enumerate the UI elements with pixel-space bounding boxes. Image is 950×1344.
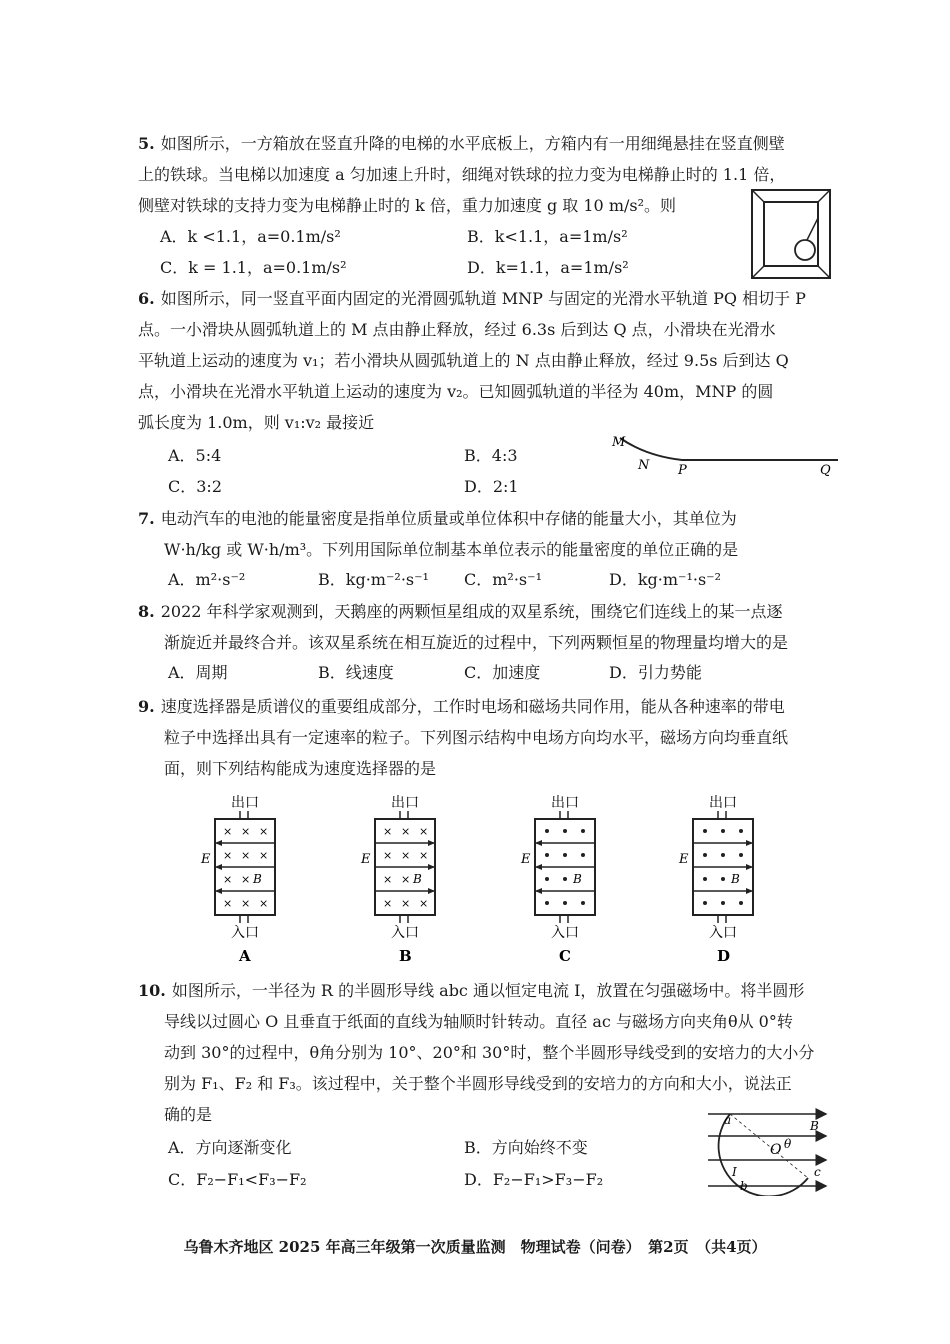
q10-option-c: C．F₂−F₁<F₃−F₂ bbox=[168, 1170, 307, 1189]
question-text-line: 弧长度为 1.0m，则 v₁:v₂ 最接近 bbox=[138, 413, 375, 432]
field-out-of-page-icon bbox=[703, 829, 707, 833]
q8-option-c: C．加速度 bbox=[464, 663, 541, 682]
q7-option-d: D．kg·m⁻¹·s⁻² bbox=[609, 570, 722, 589]
exit-label: 出口 bbox=[231, 795, 259, 811]
center-o-label: O bbox=[770, 1142, 782, 1158]
question-text-line: 2022 年科学家观测到，天鹅座的两颗恒星组成的双星系统，围绕它们连线上的某一点逐 bbox=[160, 602, 783, 621]
question-text-line: W·h/kg 或 W·h/m³。下列用国际单位制基本单位表示的能量密度的单位正确的是 bbox=[164, 540, 739, 559]
point-a-label: a bbox=[724, 1113, 732, 1127]
question-number: 10. bbox=[138, 981, 166, 1000]
angle-theta-label: θ bbox=[784, 1137, 792, 1151]
field-out-of-page-icon bbox=[563, 829, 567, 833]
field-out-of-page-icon bbox=[581, 829, 585, 833]
field-into-page-icon: × bbox=[241, 849, 251, 862]
entrance-label: 入口 bbox=[709, 925, 737, 941]
q9-figure-row bbox=[195, 793, 775, 965]
question-number: 9. bbox=[138, 697, 155, 716]
field-into-page-icon: × bbox=[241, 897, 251, 910]
field-b-label: B bbox=[810, 1119, 819, 1133]
q5-option-a: A．k <1.1，a=0.1m/s² bbox=[160, 227, 341, 246]
field-into-page-icon: × bbox=[419, 849, 429, 862]
field-out-of-page-icon bbox=[581, 901, 585, 905]
question-5 bbox=[138, 128, 838, 221]
question-number: 7. bbox=[138, 509, 155, 528]
field-b-label: B bbox=[731, 872, 740, 886]
question-number: 8. bbox=[138, 602, 155, 621]
field-into-page-icon: × bbox=[419, 825, 429, 838]
field-into-page-icon: × bbox=[401, 897, 411, 910]
field-e-label: E bbox=[201, 852, 211, 867]
field-out-of-page-icon bbox=[721, 829, 725, 833]
velocity-selector-panel-a bbox=[195, 793, 295, 965]
field-into-page-icon: × bbox=[401, 849, 411, 862]
q7-option-a: A．m²·s⁻² bbox=[168, 570, 246, 589]
panel-label: B bbox=[399, 947, 412, 965]
question-10 bbox=[138, 975, 838, 1130]
question-text-line: 如图所示，一方箱放在竖直升降的电梯的水平底板上，方箱内有一用细绳悬挂在竖直侧壁 bbox=[160, 134, 785, 153]
field-out-of-page-icon bbox=[721, 901, 725, 905]
point-q-label: Q bbox=[820, 463, 831, 478]
q6-option-d: D．2:1 bbox=[464, 477, 519, 496]
question-text-line: 面，则下列结构能成为速度选择器的是 bbox=[164, 759, 437, 778]
question-text-line: 导线以过圆心 O 且垂直于纸面的直线为轴顺时针转动。直径 ac 与磁场方向夹角θ从 0°转 bbox=[164, 1012, 793, 1031]
field-out-of-page-icon bbox=[545, 901, 549, 905]
q8-option-d: D．引力势能 bbox=[609, 663, 702, 682]
field-out-of-page-icon bbox=[545, 829, 549, 833]
field-out-of-page-icon bbox=[721, 853, 725, 857]
page-footer: 乌鲁木齐地区 2025 年高三年级第一次质量监测 物理试卷（问卷） 第2页 （共4页） bbox=[183, 1238, 767, 1256]
entrance-label: 入口 bbox=[231, 925, 259, 941]
field-into-page-icon: × bbox=[383, 849, 393, 862]
field-out-of-page-icon bbox=[739, 829, 743, 833]
exit-label: 出口 bbox=[391, 795, 419, 811]
point-c-label: c bbox=[814, 1165, 821, 1179]
question-8 bbox=[138, 596, 838, 658]
velocity-selector-panel-b bbox=[355, 793, 455, 965]
question-7 bbox=[138, 503, 838, 565]
field-out-of-page-icon bbox=[703, 877, 707, 881]
field-e-label: E bbox=[679, 852, 689, 867]
field-into-page-icon: × bbox=[259, 897, 269, 910]
question-text-line: 别为 F₁、F₂ 和 F₃。该过程中，关于整个半圆形导线受到的安培力的方向和大小，说法正 bbox=[164, 1074, 792, 1093]
field-into-page-icon: × bbox=[223, 825, 233, 838]
field-out-of-page-icon bbox=[703, 901, 707, 905]
field-into-page-icon: × bbox=[383, 873, 393, 886]
q6-option-a: A．5:4 bbox=[168, 446, 222, 465]
point-m-label: M bbox=[612, 435, 626, 450]
velocity-selector-panel-c bbox=[515, 793, 615, 965]
field-into-page-icon: × bbox=[383, 825, 393, 838]
q8-option-b: B．线速度 bbox=[318, 663, 394, 682]
field-into-page-icon: × bbox=[223, 897, 233, 910]
field-out-of-page-icon bbox=[739, 853, 743, 857]
q8-option-a: A．周期 bbox=[168, 663, 228, 682]
question-text-line: 确的是 bbox=[164, 1105, 213, 1124]
field-into-page-icon: × bbox=[223, 873, 233, 886]
field-into-page-icon: × bbox=[401, 873, 411, 886]
q7-option-c: C．m²·s⁻¹ bbox=[464, 570, 542, 589]
field-out-of-page-icon bbox=[721, 877, 725, 881]
q5-option-d: D．k=1.1，a=1m/s² bbox=[467, 258, 629, 277]
field-out-of-page-icon bbox=[703, 853, 707, 857]
question-text-line: 如图所示，一半径为 R 的半圆形导线 abc 通以恒定电流 I，放置在匀强磁场中。将半圆形 bbox=[171, 981, 805, 1000]
field-out-of-page-icon bbox=[545, 853, 549, 857]
question-text-line: 速度选择器是质谱仪的重要组成部分，工作时电场和磁场共同作用，能从各种速率的带电 bbox=[160, 697, 785, 716]
point-n-label: N bbox=[638, 458, 650, 473]
field-out-of-page-icon bbox=[581, 853, 585, 857]
field-out-of-page-icon bbox=[563, 901, 567, 905]
field-into-page-icon: × bbox=[383, 897, 393, 910]
question-text-line: 如图所示，同一竖直平面内固定的光滑圆弧轨道 MNP 与固定的光滑水平轨道 PQ 相切于 P bbox=[160, 289, 806, 308]
exit-label: 出口 bbox=[709, 795, 737, 811]
panel-label: C bbox=[559, 947, 571, 965]
question-number: 5. bbox=[138, 134, 155, 153]
field-out-of-page-icon bbox=[739, 901, 743, 905]
field-into-page-icon: × bbox=[259, 825, 269, 838]
field-b-label: B bbox=[253, 872, 262, 886]
q6-option-c: C．3:2 bbox=[168, 477, 222, 496]
panel-label: A bbox=[239, 947, 251, 965]
q10-option-a: A．方向逐渐变化 bbox=[168, 1138, 292, 1157]
entrance-label: 入口 bbox=[391, 925, 419, 941]
field-into-page-icon: × bbox=[419, 897, 429, 910]
question-text-line: 平轨道上运动的速度为 v₁；若小滑块从圆弧轨道上的 N 点由静止释放，经过 9.5s 后到达 Q bbox=[138, 351, 789, 370]
field-into-page-icon: × bbox=[241, 873, 251, 886]
entrance-label: 入口 bbox=[551, 925, 579, 941]
field-into-page-icon: × bbox=[259, 849, 269, 862]
question-number: 6. bbox=[138, 289, 155, 308]
q5-option-b: B．k<1.1，a=1m/s² bbox=[467, 227, 628, 246]
q6-option-b: B．4:3 bbox=[464, 446, 518, 465]
question-text-line: 侧壁对铁球的支持力变为电梯静止时的 k 倍，重力加速度 g 取 10 m/s²。则 bbox=[138, 196, 677, 215]
q10-option-b: B．方向始终不变 bbox=[464, 1138, 588, 1157]
q5-option-c: C．k = 1.1，a=0.1m/s² bbox=[160, 258, 347, 277]
question-text-line: 电动汽车的电池的能量密度是指单位质量或单位体积中存储的能量大小，其单位为 bbox=[160, 509, 737, 528]
exit-label: 出口 bbox=[551, 795, 579, 811]
q10-semicircle-figure bbox=[700, 1108, 832, 1196]
field-b-label: B bbox=[413, 872, 422, 886]
question-text-line: 上的铁球。当电梯以加速度 a 匀加速上升时，细绳对铁球的拉力变为电梯静止时的 1.1 倍， bbox=[138, 165, 786, 184]
field-out-of-page-icon bbox=[545, 877, 549, 881]
q10-option-d: D．F₂−F₁>F₃−F₂ bbox=[464, 1170, 604, 1189]
question-text-line: 点。一小滑块从圆弧轨道上的 M 点由静止释放，经过 6.3s 后到达 Q 点，小滑块在光滑水 bbox=[138, 320, 776, 339]
question-text-line: 渐旋近并最终合并。该双星系统在相互旋近的过程中，下列两颗恒星的物理量均增大的是 bbox=[164, 633, 789, 652]
field-into-page-icon: × bbox=[401, 825, 411, 838]
point-p-label: P bbox=[678, 463, 687, 478]
field-into-page-icon: × bbox=[223, 849, 233, 862]
field-e-label: E bbox=[361, 852, 371, 867]
field-out-of-page-icon bbox=[563, 877, 567, 881]
question-text-line: 点，小滑块在光滑水平轨道上运动的速度为 v₂。已知圆弧轨道的半径为 40m，MNP 的圆 bbox=[138, 382, 774, 401]
q5-box-figure bbox=[750, 188, 832, 280]
question-text-line: 粒子中选择出具有一定速率的粒子。下列图示结构中电场方向均水平，磁场方向均垂直纸 bbox=[164, 728, 789, 747]
field-b-label: B bbox=[573, 872, 582, 886]
question-6 bbox=[138, 283, 838, 438]
q7-option-b: B．kg·m⁻²·s⁻¹ bbox=[318, 570, 429, 589]
panel-label: D bbox=[717, 947, 731, 965]
current-i-label: I bbox=[732, 1165, 737, 1179]
field-out-of-page-icon bbox=[563, 853, 567, 857]
field-into-page-icon: × bbox=[241, 825, 251, 838]
point-b-label: b bbox=[740, 1179, 748, 1193]
field-e-label: E bbox=[521, 852, 531, 867]
q6-track-figure bbox=[606, 428, 842, 480]
question-text-line: 动到 30°的过程中，θ角分别为 10°、20°和 30°时，整个半圆形导线受到的安培力的大小分 bbox=[164, 1043, 815, 1062]
question-9 bbox=[138, 691, 838, 784]
velocity-selector-panel-d bbox=[673, 793, 773, 965]
